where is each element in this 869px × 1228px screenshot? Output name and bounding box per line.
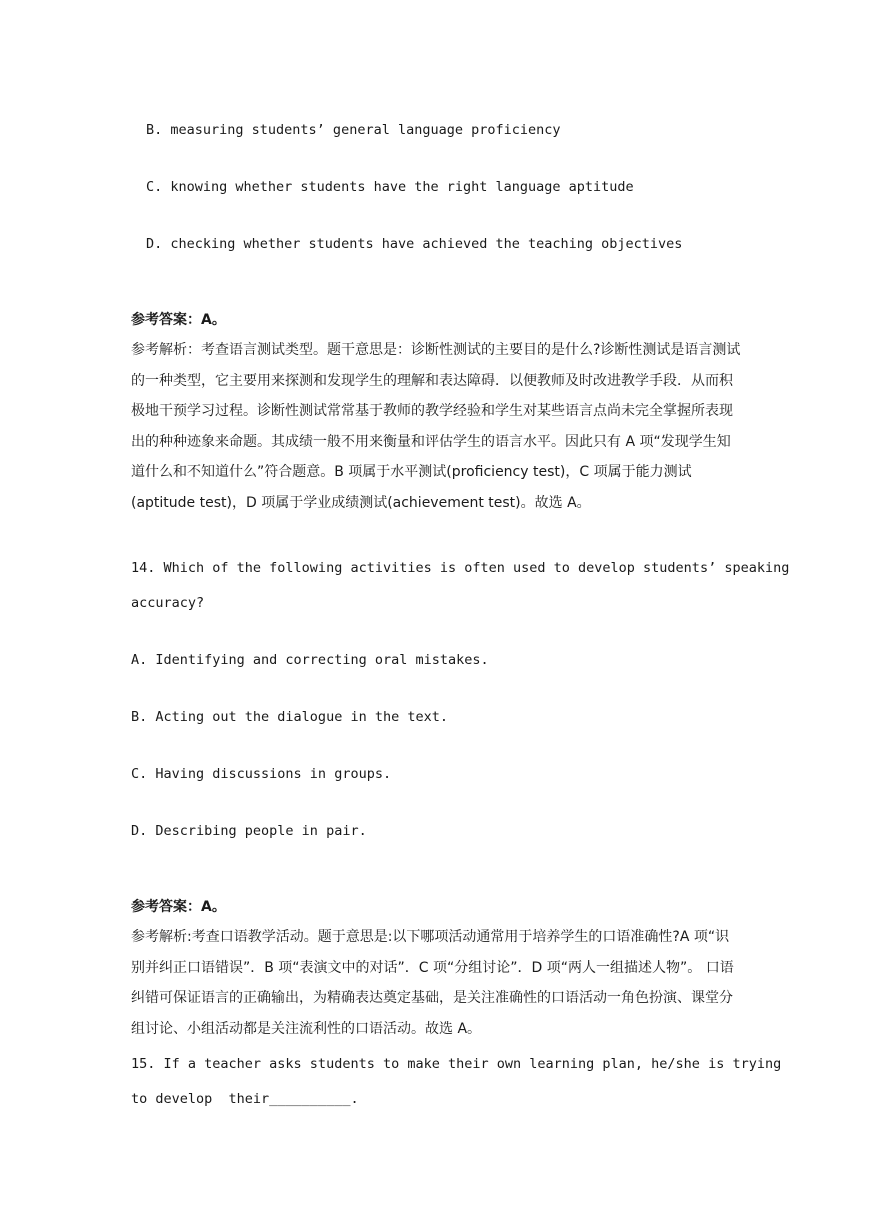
q14-stem-line2: accuracy? <box>131 595 205 611</box>
q13-option-c: C. knowing whether students have the right language aptitude <box>146 179 634 195</box>
q13-option-b: B. measuring students’ general language proficiency <box>146 122 561 138</box>
q15-stem-line1: 15. If a teacher asks students to make their own learning plan, he/she is trying <box>131 1056 782 1072</box>
q14-option-d: D. Describing people in pair. <box>131 823 367 839</box>
q14-answer-label: 参考答案：A。 <box>131 899 226 915</box>
q14-analysis: 参考解析:考查口语教学活动。题于意思是:以下哪项活动通常用于培养学生的口语准确性?A 项“识别并纠正口语错误”．B 项“表演文中的对话”．C 项“分组讨论”．D 项“两人一组描述人物”。 口语纠错可保证语言的正确输出，为精确表达奠定基础，是关注准确性的口语活动一角色扮演、课堂分组讨论、小组活动都是关注流利性的口语活动。故选 A。 <box>131 929 734 1037</box>
q13-answer-label: 参考答案：A。 <box>131 312 226 328</box>
q14-stem-line1: 14. Which of the following activities is often used to develop students’ speaking <box>131 560 790 576</box>
q15-stem-line2: to develop their__________. <box>131 1091 359 1107</box>
q13-analysis: 参考解析：考查语言测试类型。题干意思是：诊断性测试的主要目的是什么?诊断性测试是语言测试的一种类型，它主要用来探测和发现学生的理解和表达障碍．以便教师及时改进教学手段．从而积极地干预学习过程。诊断性测试常常基于教师的教学经验和学生对某些语言点尚未完全掌握所表现出的种种迹象来命题。其成绩一般不用来衡量和评估学生的语言水平。因此只有 A 项“发现学生知道什么和不知道什么”符合题意。B 项属于水平测试(proficiency test)，C 项属于能力测试(aptitude test)，D 项属于学业成绩测试(achievement test)。故选 A。 <box>131 342 741 511</box>
q14-option-a: A. Identifying and correcting oral mistakes. <box>131 652 489 668</box>
q13-option-d: D. checking whether students have achieved the teaching objectives <box>146 236 683 252</box>
q14-option-b: B. Acting out the dialogue in the text. <box>131 709 448 725</box>
q14-option-c: C. Having discussions in groups. <box>131 766 392 782</box>
